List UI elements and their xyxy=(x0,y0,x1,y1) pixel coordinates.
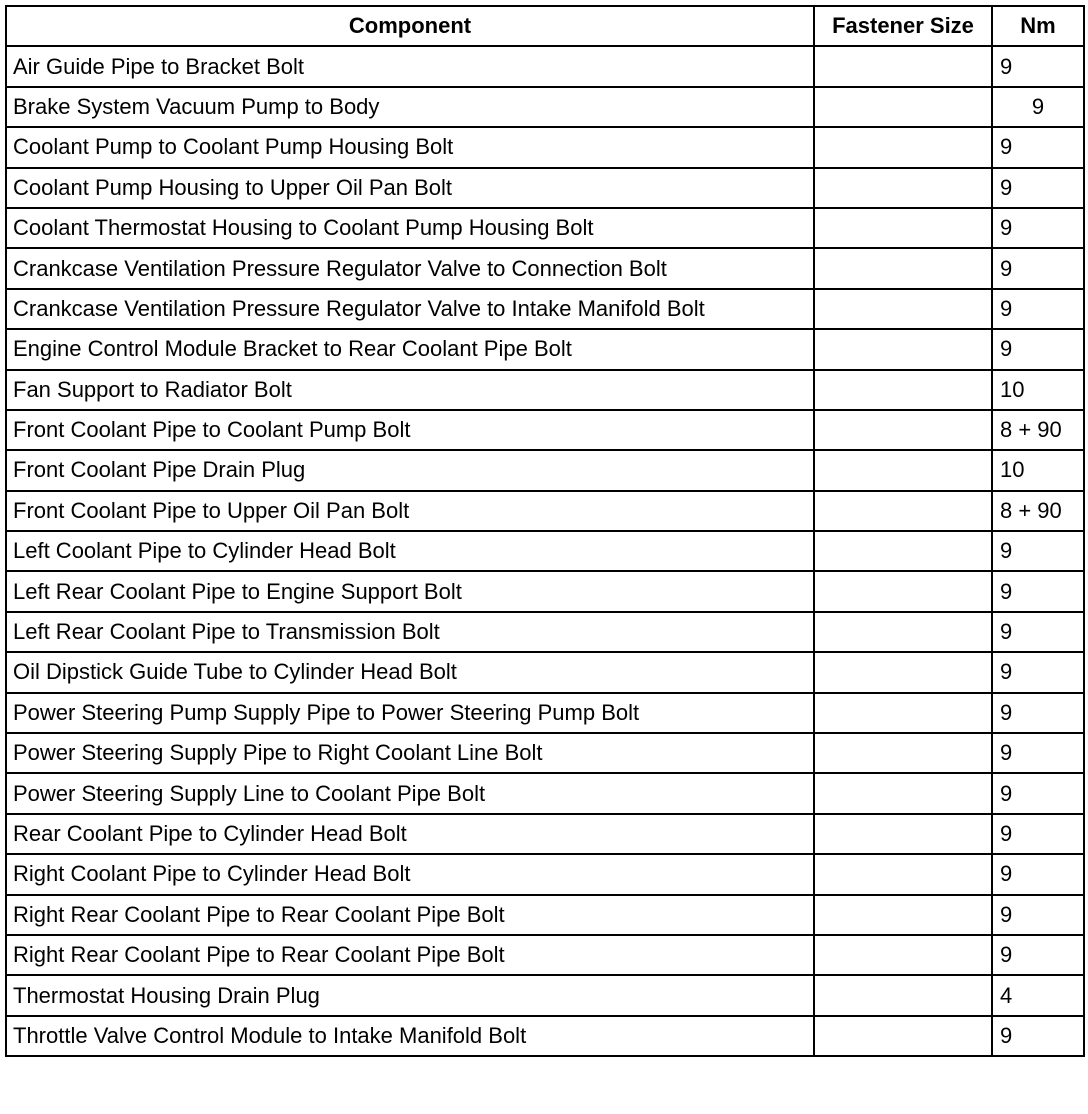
cell-fastener-size xyxy=(814,895,992,935)
table-row xyxy=(6,733,1084,773)
table-row xyxy=(6,612,1084,652)
cell-component: Crankcase Ventilation Pressure Regulator Valve to Intake Manifold Bolt xyxy=(6,289,814,329)
cell-fastener-size xyxy=(814,127,992,167)
header-fastener-size: Fastener Size xyxy=(814,6,992,46)
table-row xyxy=(6,854,1084,894)
cell-component: Right Coolant Pipe to Cylinder Head Bolt xyxy=(6,854,814,894)
cell-nm: 9 xyxy=(992,693,1084,733)
table-row xyxy=(6,410,1084,450)
table-row xyxy=(6,208,1084,248)
table-row xyxy=(6,571,1084,611)
cell-component: Crankcase Ventilation Pressure Regulator Valve to Connection Bolt xyxy=(6,248,814,288)
table-row xyxy=(6,693,1084,733)
table-row xyxy=(6,652,1084,692)
table-row xyxy=(6,329,1084,369)
table-row xyxy=(6,814,1084,854)
cell-component: Power Steering Pump Supply Pipe to Power Steering Pump Bolt xyxy=(6,693,814,733)
cell-fastener-size xyxy=(814,491,992,531)
cell-component: Throttle Valve Control Module to Intake Manifold Bolt xyxy=(6,1016,814,1056)
cell-nm: 9 xyxy=(992,127,1084,167)
table-row xyxy=(6,370,1084,410)
cell-fastener-size xyxy=(814,46,992,86)
cell-fastener-size xyxy=(814,289,992,329)
cell-nm: 9 xyxy=(992,571,1084,611)
cell-component: Front Coolant Pipe to Upper Oil Pan Bolt xyxy=(6,491,814,531)
cell-fastener-size xyxy=(814,612,992,652)
torque-spec-table xyxy=(5,5,1085,1057)
cell-nm: 8 + 90 xyxy=(992,410,1084,450)
cell-fastener-size xyxy=(814,168,992,208)
cell-component: Coolant Pump Housing to Upper Oil Pan Bolt xyxy=(6,168,814,208)
cell-nm: 9 xyxy=(992,895,1084,935)
cell-component: Power Steering Supply Pipe to Right Coolant Line Bolt xyxy=(6,733,814,773)
cell-component: Right Rear Coolant Pipe to Rear Coolant Pipe Bolt xyxy=(6,935,814,975)
cell-nm: 9 xyxy=(992,208,1084,248)
cell-nm: 10 xyxy=(992,450,1084,490)
cell-component: Power Steering Supply Line to Coolant Pipe Bolt xyxy=(6,773,814,813)
table-row xyxy=(6,531,1084,571)
cell-fastener-size xyxy=(814,87,992,127)
cell-nm: 10 xyxy=(992,370,1084,410)
cell-nm: 9 xyxy=(992,652,1084,692)
cell-fastener-size xyxy=(814,854,992,894)
cell-fastener-size xyxy=(814,814,992,854)
table-header-row xyxy=(6,6,1084,46)
table-row xyxy=(6,168,1084,208)
cell-component: Oil Dipstick Guide Tube to Cylinder Head Bolt xyxy=(6,652,814,692)
cell-nm: 9 xyxy=(992,168,1084,208)
cell-fastener-size xyxy=(814,1016,992,1056)
cell-fastener-size xyxy=(814,531,992,571)
cell-component: Front Coolant Pipe Drain Plug xyxy=(6,450,814,490)
table-row xyxy=(6,975,1084,1015)
cell-nm: 9 xyxy=(992,733,1084,773)
cell-component: Brake System Vacuum Pump to Body xyxy=(6,87,814,127)
cell-nm: 9 xyxy=(992,289,1084,329)
cell-component: Left Coolant Pipe to Cylinder Head Bolt xyxy=(6,531,814,571)
cell-fastener-size xyxy=(814,693,992,733)
cell-nm: 9 xyxy=(992,46,1084,86)
cell-fastener-size xyxy=(814,652,992,692)
cell-nm: 4 xyxy=(992,975,1084,1015)
cell-fastener-size xyxy=(814,410,992,450)
cell-component: Left Rear Coolant Pipe to Transmission Bolt xyxy=(6,612,814,652)
cell-nm: 9 xyxy=(992,773,1084,813)
cell-nm: 9 xyxy=(992,854,1084,894)
table-row xyxy=(6,1016,1084,1056)
header-nm: Nm xyxy=(992,6,1084,46)
table-row xyxy=(6,491,1084,531)
table-row xyxy=(6,87,1084,127)
cell-component: Coolant Pump to Coolant Pump Housing Bolt xyxy=(6,127,814,167)
cell-nm: 9 xyxy=(992,531,1084,571)
cell-nm: 9 xyxy=(992,935,1084,975)
cell-fastener-size xyxy=(814,733,992,773)
cell-component: Front Coolant Pipe to Coolant Pump Bolt xyxy=(6,410,814,450)
cell-component: Coolant Thermostat Housing to Coolant Pump Housing Bolt xyxy=(6,208,814,248)
cell-fastener-size xyxy=(814,208,992,248)
cell-nm: 9 xyxy=(992,612,1084,652)
cell-fastener-size xyxy=(814,773,992,813)
cell-nm: 9 xyxy=(992,1016,1084,1056)
cell-component: Air Guide Pipe to Bracket Bolt xyxy=(6,46,814,86)
cell-fastener-size xyxy=(814,248,992,288)
cell-fastener-size xyxy=(814,370,992,410)
cell-component: Engine Control Module Bracket to Rear Coolant Pipe Bolt xyxy=(6,329,814,369)
cell-component: Left Rear Coolant Pipe to Engine Support Bolt xyxy=(6,571,814,611)
cell-nm: 9 xyxy=(992,87,1084,127)
table-row xyxy=(6,127,1084,167)
cell-component: Thermostat Housing Drain Plug xyxy=(6,975,814,1015)
cell-nm: 9 xyxy=(992,248,1084,288)
cell-nm: 9 xyxy=(992,814,1084,854)
header-component: Component xyxy=(6,6,814,46)
table-row xyxy=(6,248,1084,288)
cell-nm: 8 + 90 xyxy=(992,491,1084,531)
cell-fastener-size xyxy=(814,935,992,975)
table-row xyxy=(6,935,1084,975)
table-row xyxy=(6,450,1084,490)
cell-fastener-size xyxy=(814,450,992,490)
table-row xyxy=(6,46,1084,86)
cell-component: Right Rear Coolant Pipe to Rear Coolant Pipe Bolt xyxy=(6,895,814,935)
table-row xyxy=(6,773,1084,813)
table-row xyxy=(6,289,1084,329)
cell-component: Rear Coolant Pipe to Cylinder Head Bolt xyxy=(6,814,814,854)
cell-fastener-size xyxy=(814,571,992,611)
cell-component: Fan Support to Radiator Bolt xyxy=(6,370,814,410)
table-row xyxy=(6,895,1084,935)
cell-fastener-size xyxy=(814,329,992,369)
cell-nm: 9 xyxy=(992,329,1084,369)
cell-fastener-size xyxy=(814,975,992,1015)
